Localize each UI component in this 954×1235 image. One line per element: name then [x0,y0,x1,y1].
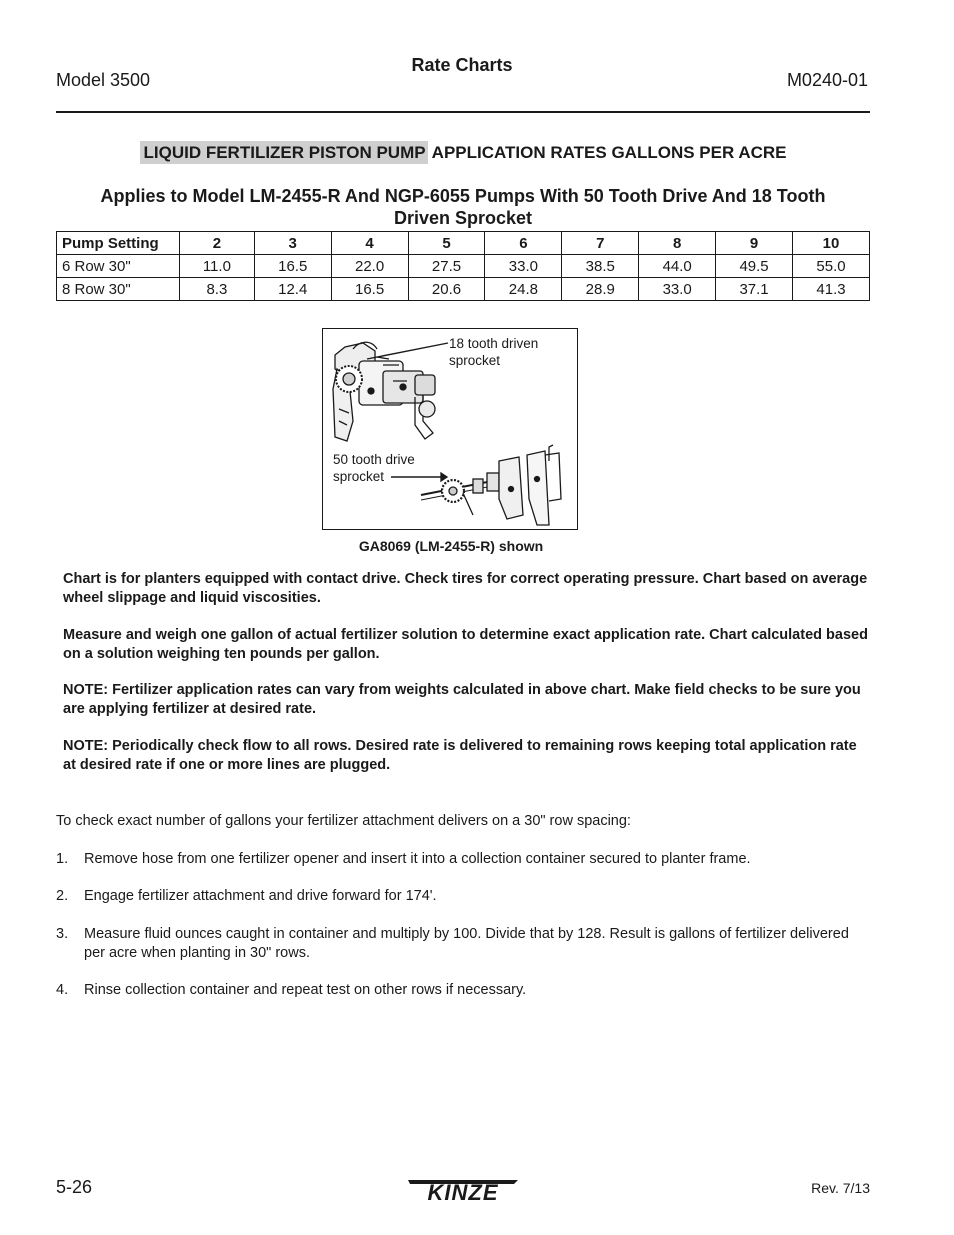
table-cell: 49.5 [716,255,793,278]
table-cell: 37.1 [716,278,793,301]
table-cell: 22.0 [331,255,408,278]
column-header: 7 [562,232,639,255]
column-header: 4 [331,232,408,255]
step-text: Rinse collection container and repeat test on other rows if necessary. [84,982,527,998]
table-cell: 55.0 [793,255,870,278]
step-text: Engage fertilizer attachment and drive forward for 174'. [84,888,437,904]
column-header: 6 [485,232,562,255]
kinze-logo-mark [402,1174,524,1204]
driven-sprocket-label-line1: 18 tooth driven [449,336,539,351]
column-header: 9 [716,232,793,255]
table-cell: 8 Row 30" [57,278,180,301]
step-number: 1. [56,851,69,867]
table-cell: 24.8 [485,278,562,301]
table-cell: 33.0 [639,278,716,301]
note-field-checks: NOTE: Fertilizer application rates can vary from weights calculated in above chart. Make field checks to be sure you are applying fertilizer at desired rate. [63,682,861,717]
header-doc-number: M0240-01 [786,70,868,90]
procedure-intro: To check exact number of gallons your fertilizer attachment delivers on a 30" row spacing: [56,813,631,829]
step-text: Remove hose from one fertilizer opener and insert it into a collection container secured to planter frame. [84,851,751,867]
step-number: 3. [56,926,69,942]
subtitle-line1: Applies to Model LM-2455-R And NGP-6055 Pumps With 50 Tooth Drive And 18 Tooth [100,186,826,206]
drive-sprocket-label-line1: 50 tooth drive [333,452,415,467]
table-cell: 16.5 [254,255,331,278]
table-cell: 28.9 [562,278,639,301]
header-section-title: Rate Charts [411,55,513,75]
table-cell: 44.0 [639,255,716,278]
subtitle-line2: Driven Sprocket [393,208,533,228]
step-text: Measure fluid ounces caught in container and multiply by 100. Divide that by 128. Result is gallons of fertilizer delivered per acre when planting in 30" rows. [84,926,849,961]
table-cell: 12.4 [254,278,331,301]
table-cell: 16.5 [331,278,408,301]
header-model: Model 3500 [56,70,151,90]
table-cell: 33.0 [485,255,562,278]
figure-caption: GA8069 (LM-2455-R) shown [358,538,544,554]
drive-sprocket-label-line2: sprocket [333,469,385,484]
note-check-flow: NOTE: Periodically check flow to all rows. Desired rate is delivered to remaining rows keeping total application rate at desired rate if one or more lines are plugged. [63,738,857,773]
table-cell: 20.6 [408,278,485,301]
table-row [57,278,870,301]
column-header: Pump Setting [57,232,180,255]
drive-sprocket-label [333,451,415,485]
table-cell: 41.3 [793,278,870,301]
pump-figure [322,328,578,530]
step-number: 4. [56,982,69,998]
kinze-logo [402,1174,524,1204]
table-cell: 8.3 [180,278,255,301]
rate-table [56,231,870,301]
section-title-rest: APPLICATION RATES GALLONS PER ACRE [427,143,787,162]
driven-sprocket-label [449,335,538,369]
header-divider [56,111,870,113]
revision-label: Rev. 7/13 [811,1180,870,1196]
column-header: 2 [180,232,255,255]
page-number: 5-26 [56,1177,93,1197]
note-contact-drive: Chart is for planters equipped with contact drive. Check tires for correct operating pressure. Chart based on average wheel slippage and liquid viscosities. [63,571,868,606]
table-row [57,255,870,278]
driven-sprocket-label-line2: sprocket [449,353,501,368]
column-header: 3 [254,232,331,255]
table-cell: 38.5 [562,255,639,278]
table-cell: 11.0 [180,255,255,278]
section-title [56,143,870,163]
table-cell: 6 Row 30" [57,255,180,278]
column-header: 10 [793,232,870,255]
section-title-highlight: LIQUID FERTILIZER PISTON PUMP [140,141,428,164]
step-number: 2. [56,888,69,904]
subtitle [56,185,870,229]
column-header: 8 [639,232,716,255]
column-header: 5 [408,232,485,255]
table-header-row [57,232,870,255]
table-cell: 27.5 [408,255,485,278]
note-measure-weigh: Measure and weigh one gallon of actual fertilizer solution to determine exact application rate. Chart calculated based on a solution weighing ten pounds per gallon. [63,627,868,662]
kinze-logo-text: KINZE [427,1180,499,1204]
